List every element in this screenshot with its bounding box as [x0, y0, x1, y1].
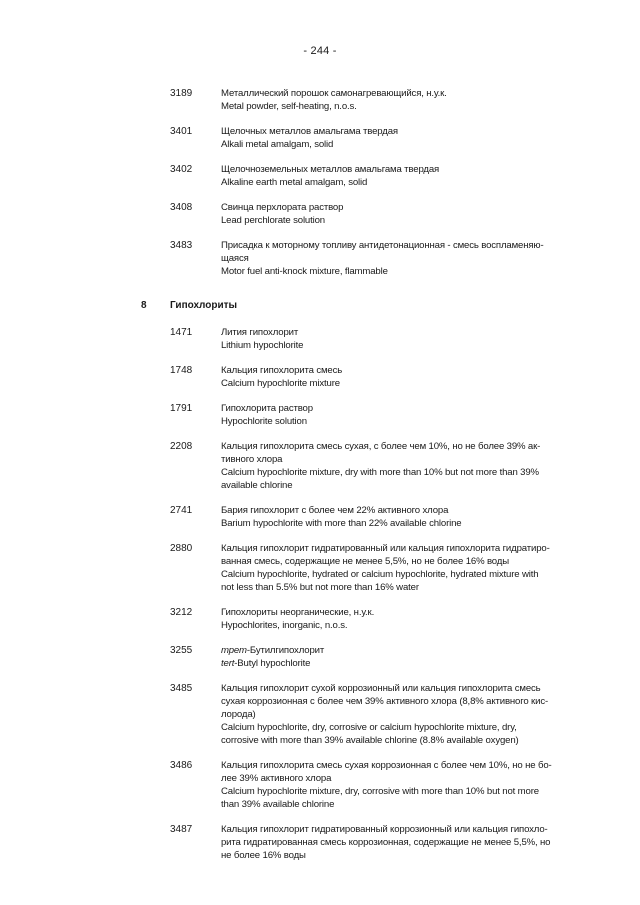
entry-number: 3402	[170, 164, 193, 175]
entry-en-line: Calcium hypochlorite, dry, corrosive or calcium hypochlorite mixture, dry,	[221, 722, 517, 733]
entry-number: 3487	[170, 824, 193, 835]
entry-en-line: Calcium hypochlorite mixture, dry, corrosive with more than 10% but not more	[221, 786, 539, 797]
italic-prefix: трет	[221, 645, 247, 656]
entry-en: Lead perchlorate solution	[221, 215, 325, 226]
entry-en: Hypochlorites, inorganic, n.o.s.	[221, 620, 348, 631]
entry-2880	[0, 542, 640, 594]
entry-number: 3483	[170, 240, 193, 251]
entry-ru: Щелочных металлов амальгама твердая	[221, 126, 398, 137]
entry-number: 1791	[170, 403, 193, 414]
entry-number: 2741	[170, 505, 193, 516]
entry-number: 3189	[170, 88, 193, 99]
entry-number: 3485	[170, 683, 193, 694]
entries-group-1	[0, 87, 640, 874]
entry-number: 3212	[170, 607, 193, 618]
entry-number: 2880	[170, 543, 193, 554]
entry-3255	[0, 644, 640, 670]
entry-number: 3255	[170, 645, 193, 656]
entry-3483	[0, 239, 640, 278]
entry-ru-line: сухая коррозионная с более чем 39% активного хлора (8,8% активного кис-	[221, 696, 549, 707]
entry-ru-line: тивного хлора	[221, 454, 283, 465]
entry-3212	[0, 606, 640, 632]
entry-1748	[0, 364, 640, 390]
entry-number: 2208	[170, 441, 193, 452]
entry-ru: Гипохлорита раствор	[221, 403, 313, 414]
entry-en: Alkaline earth metal amalgam, solid	[221, 177, 368, 188]
entry-ru-line: лорода)	[221, 709, 256, 720]
entry-en: Calcium hypochlorite mixture	[221, 378, 340, 389]
italic-prefix: tert	[221, 658, 235, 669]
entry-ru-line: щаяся	[221, 253, 249, 264]
entry-number: 1748	[170, 365, 193, 376]
entry-ru: Щелочноземельных металлов амальгама твердая	[221, 164, 440, 175]
section-heading	[0, 300, 640, 314]
entry-ru: Гипохлориты неорганические, н.у.к.	[221, 607, 375, 618]
entry-en-line: not less than 5.5% but not more than 16% water	[221, 582, 419, 593]
section-title: Гипохлориты	[170, 300, 238, 311]
entry-en-line: Calcium hypochlorite mixture, dry with more than 10% but not more than 39%	[221, 467, 539, 478]
entry-en	[221, 657, 571, 670]
entry-1791	[0, 402, 640, 428]
entry-number: 3408	[170, 202, 193, 213]
entry-ru: Бария гипохлорит с более чем 22% активного хлора	[221, 505, 449, 516]
section-number: 8	[141, 300, 147, 311]
entry-en-rest: -Butyl hypochlorite	[234, 658, 311, 669]
entry-3485	[0, 682, 640, 747]
entry-en-line: Calcium hypochlorite, hydrated or calcium hypochlorite, hydrated mixture with	[221, 569, 539, 580]
entry-number: 3486	[170, 760, 193, 771]
entry-ru: Свинца перхлората раствор	[221, 202, 344, 213]
entry-ru-line: Кальция гипохлорита смесь сухая, с более чем 10%, но не более 39% ак-	[221, 441, 541, 452]
entry-en: Motor fuel anti-knock mixture, flammable	[221, 266, 388, 277]
entry-ru-line: ванная смесь, содержащие не менее 5,5%, но не более 16% воды	[221, 556, 509, 567]
entry-ru: Кальция гипохлорита смесь	[221, 365, 343, 376]
entry-en: Alkali metal amalgam, solid	[221, 139, 334, 150]
entry-3408	[0, 201, 640, 227]
entry-en: Barium hypochlorite with more than 22% available chlorine	[221, 518, 462, 529]
entry-3486	[0, 759, 640, 811]
entry-ru-line: Присадка к моторному топливу антидетонационная - смесь воспламеняю-	[221, 240, 544, 251]
entry-ru-line: Кальция гипохлорита смесь сухая коррозионная с более чем 10%, но не бо-	[221, 760, 552, 771]
entry-ru	[221, 644, 571, 657]
entry-3189	[0, 87, 640, 113]
entry-2208	[0, 440, 640, 492]
entry-ru-line: Кальция гипохлорит гидратированный коррозионный или кальция гипохло-	[221, 824, 548, 835]
entry-ru-line: Кальция гипохлорит сухой коррозионный или кальция гипохлорита смесь	[221, 683, 541, 694]
entry-number: 1471	[170, 327, 193, 338]
entry-en-line: than 39% available chlorine	[221, 799, 335, 810]
entry-ru-line: не более 16% воды	[221, 850, 306, 861]
page-number: - 244 -	[303, 45, 337, 57]
entry-1471	[0, 326, 640, 352]
entry-2741	[0, 504, 640, 530]
entry-en: Metal powder, self-heating, n.o.s.	[221, 101, 357, 112]
entry-3401	[0, 125, 640, 151]
entry-en-line: corrosive with more than 39% available chlorine (8.8% available oxygen)	[221, 735, 519, 746]
entry-ru-rest: -Бутилгипохлорит	[246, 645, 325, 656]
entry-en: Lithium hypochlorite	[221, 340, 304, 351]
entry-ru-line: Кальция гипохлорит гидратированный или кальция гипохлорита гидратиро-	[221, 543, 550, 554]
entry-ru: Лития гипохлорит	[221, 327, 299, 338]
entry-ru: Металлический порошок самонагревающийся, н.у.к.	[221, 88, 447, 99]
entry-ru-line: рита гидратированная смесь коррозионная, содержащие не менее 5,5%, но	[221, 837, 551, 848]
entry-en: Hypochlorite solution	[221, 416, 307, 427]
entry-3487	[0, 823, 640, 862]
entry-3402	[0, 163, 640, 189]
entry-en-line: available chlorine	[221, 480, 293, 491]
entry-ru-line: лее 39% активного хлора	[221, 773, 332, 784]
entry-number: 3401	[170, 126, 193, 137]
